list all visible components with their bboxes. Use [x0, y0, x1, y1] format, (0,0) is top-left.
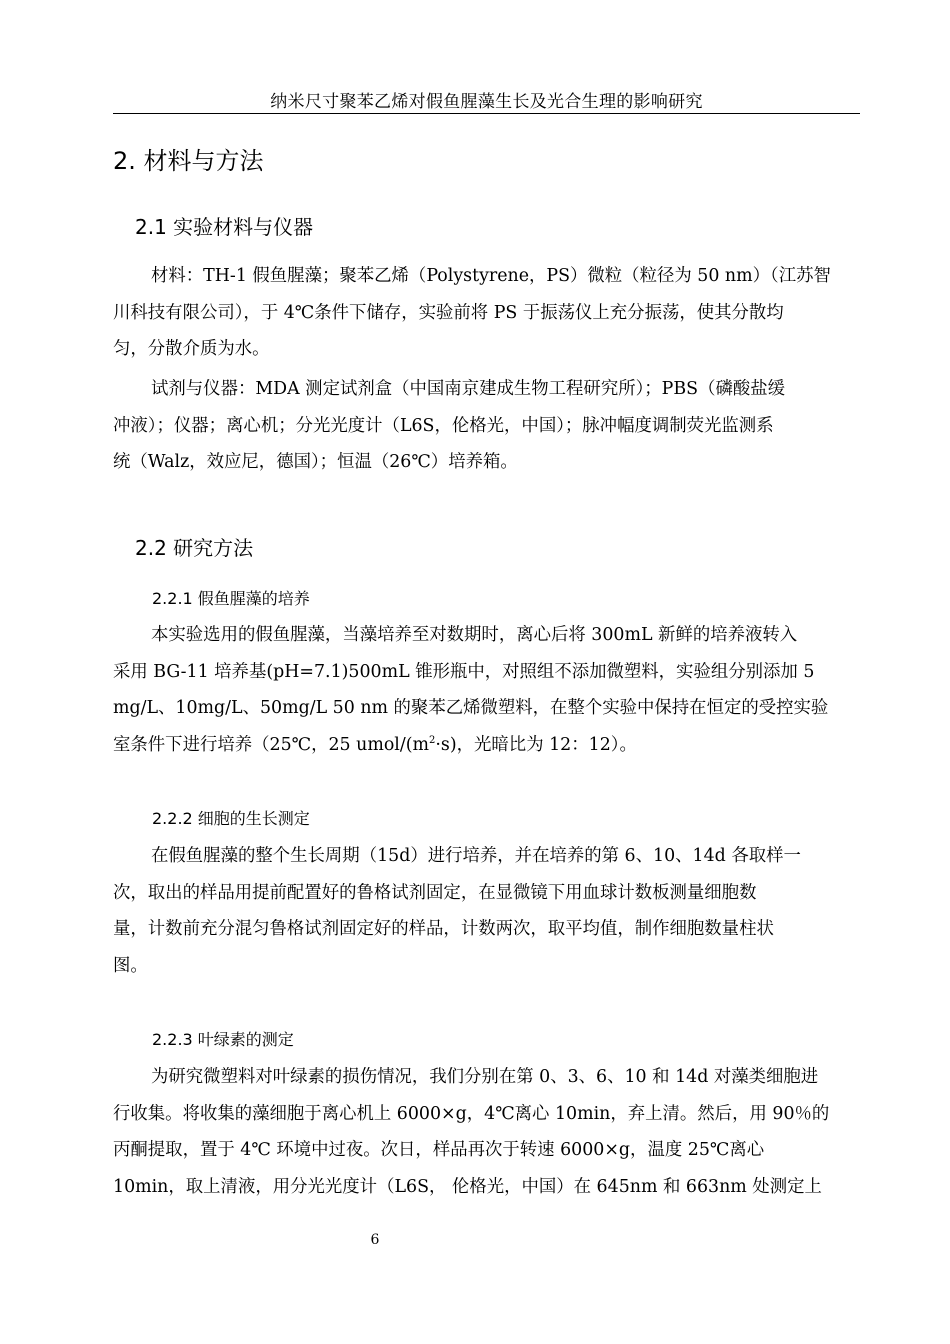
- text-line: 图。: [113, 955, 148, 976]
- text-line: 丙酮提取，置于 4℃ 环境中过夜。次日，样品再次于转速 6000×g，温度 25℃离心: [113, 1140, 765, 1160]
- text-line: mg/L、10mg/L、50mg/L 50 nm 的聚苯乙烯微塑料，在整个实验中保持在恒定的受控实验: [113, 698, 829, 718]
- subsection-heading-2-2: 2.2 研究方法: [135, 536, 254, 560]
- text-line: 材料：TH-1 假鱼腥藻；聚苯乙烯（Polystyrene，PS）微粒（粒径为 50 nm）（江苏智: [151, 266, 831, 286]
- paragraph-reagents: [113, 371, 861, 481]
- paragraph-chlorophyll: [113, 1059, 861, 1205]
- section-heading: 2. 材料与方法: [113, 147, 264, 175]
- subsubsection-heading-2-2-2: 2.2.2 细胞的生长测定: [152, 809, 310, 828]
- text-line: [113, 727, 861, 764]
- text-line: 试剂与仪器：MDA 测定试剂盒（中国南京建成生物工程研究所）；PBS（磷酸盐缓: [151, 379, 786, 399]
- text-line: 统（Walz，效应尼，德国）；恒温（26℃）培养箱。: [113, 452, 518, 472]
- subsubsection-heading-2-2-3: 2.2.3 叶绿素的测定: [152, 1030, 294, 1049]
- text-line: 为研究微塑料对叶绿素的损伤情况，我们分别在第 0、3、6、10 和 14d 对藻类细胞进: [151, 1067, 819, 1087]
- header-rule: [113, 113, 860, 114]
- text-line: 川科技有限公司），于 4℃条件下储存，实验前将 PS 于振荡仪上充分振荡，使其分散均: [113, 302, 784, 323]
- paragraph-culture: [113, 617, 861, 763]
- text-line: 次，取出的样品用提前配置好的鲁格试剂固定，在显微镜下用血球计数板测量细胞数: [113, 882, 757, 903]
- text-line: 在假鱼腥藻的整个生长周期（15d）进行培养，并在培养的第 6、10、14d 各取样一: [151, 846, 801, 866]
- text-fragment: 室条件下进行培养（25℃，25 umol/(m: [113, 734, 430, 755]
- running-header: 纳米尺寸聚苯乙烯对假鱼腥藻生长及光合生理的影响研究: [270, 92, 703, 112]
- text-line: 冲液）；仪器；离心机；分光光度计（L6S，伦格光，中国）；脉冲幅度调制荧光监测系: [113, 415, 774, 436]
- subsection-heading-2-1: 2.1 实验材料与仪器: [135, 215, 314, 239]
- text-line: 10min，取上清液，用分光光度计（L6S， 伦格光，中国）在 645nm 和 663nm 处测定上: [113, 1176, 822, 1197]
- subsubsection-heading-2-2-1: 2.2.1 假鱼腥藻的培养: [152, 589, 310, 608]
- paragraph-growth: [113, 838, 861, 984]
- text-line: 采用 BG-11 培养基(pH=7.1)500mL 锥形瓶中，对照组不添加微塑料，实验组分别添加 5: [113, 661, 815, 682]
- text-line: 量，计数前充分混匀鲁格试剂固定好的样品，计数两次，取平均值，制作细胞数量柱状: [113, 919, 774, 939]
- page-number: 6: [370, 1232, 380, 1248]
- text-line: 本实验选用的假鱼腥藻，当藻培养至对数期时，离心后将 300mL 新鲜的培养液转入: [151, 625, 798, 645]
- paragraph-materials: [113, 258, 861, 368]
- superscript: 2: [429, 734, 436, 746]
- text-line: 行收集。将收集的藻细胞于离心机上 6000×g，4℃离心 10min，弃上清。然后，用 90％的: [113, 1103, 830, 1124]
- text-line: 匀，分散介质为水。: [113, 339, 270, 359]
- text-fragment: ·s)，光暗比为 12：12）。: [435, 734, 637, 755]
